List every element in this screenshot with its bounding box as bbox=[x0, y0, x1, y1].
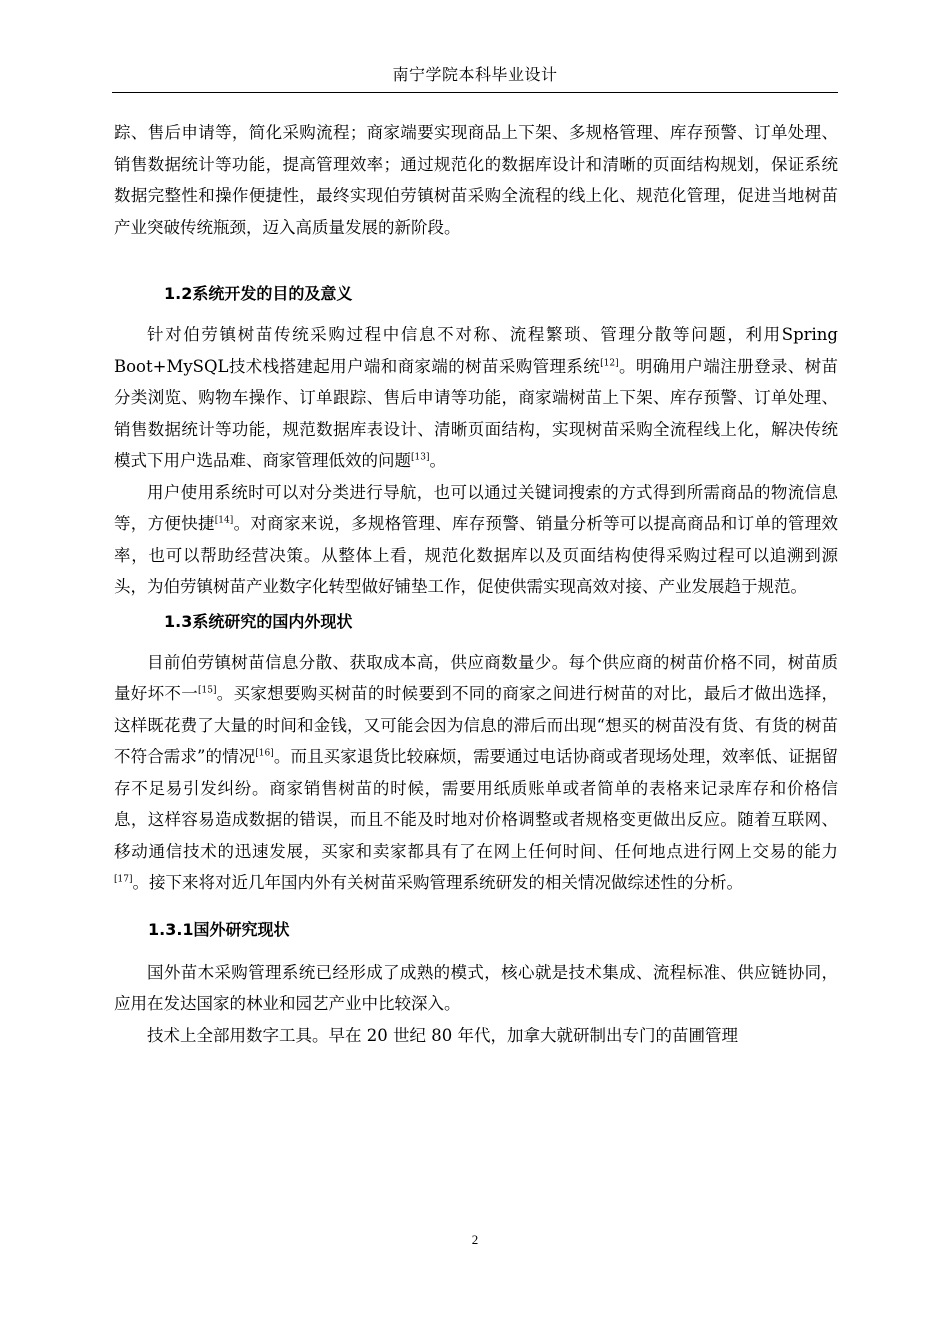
section-heading-1-3: 1.3系统研究的国内外现状 bbox=[164, 611, 353, 631]
text-run: 。明确用户端注册登录、树苗分类浏览、购物车操作、订单跟踪、售后申请等功能，商家端树苗上下架、库存预警、订单处理、销售数据统计等功能，规范数据库表设计、清晰页面结构，实现树苗采购全流程线上化，解决传统模式下用户选品难、商家管理低效的问题 bbox=[114, 356, 839, 470]
text-run: 用户使用系统时可以对分类进行导航，也可以通过关键词搜索的方式得到所需商品的物流信息等，方便快捷 bbox=[114, 482, 838, 533]
citation-16: [16] bbox=[255, 748, 274, 759]
header-title: 南宁学院本科毕业设计 bbox=[392, 65, 558, 84]
text-run: 。 bbox=[429, 451, 446, 470]
citation-12: [12] bbox=[600, 358, 619, 368]
text-run: 目前伯劳镇树苗信息分散、获取成本高，供应商数量少。每个供应商的树苗价格不同，树苗质量好坏不一 bbox=[114, 652, 838, 703]
paragraph-continued: 踪、售后申请等，简化采购流程；商家端要实现商品上下架、多规格管理、库存预警、订单处理、销售数据统计等功能，提高管理效率；通过规范化的数据库设计和清晰的页面结构规划，保证系统数据完整性和操作便捷性，最终实现伯劳镇树苗采购全流程的线上化、规范化管理，促进当地树苗产业突破传统瓶颈，迈入高质量发展的新阶段。 bbox=[114, 123, 838, 237]
running-header bbox=[112, 58, 838, 93]
text-run: 。买家想要购买树苗的时候要到不同的商家之间进行树苗的对比，最后才做出选择，这样既花费了大量的时间和金钱，又可能会因为信息的滞后而出现“想买的树苗没有货、有货的树苗不符合需求”的情况 bbox=[114, 684, 839, 766]
text-run: 。接下来将对近几年国内外有关树苗采购管理系统研发的相关情况做综述性的分析。 bbox=[132, 873, 743, 892]
paragraph-technology: 技术上全部用数字工具。早在 20 世纪 80 年代，加拿大就研制出专门的苗圃管理 bbox=[147, 1025, 738, 1045]
paragraph-significance bbox=[114, 477, 838, 603]
page-body bbox=[114, 117, 838, 1051]
citation-13: [13] bbox=[411, 452, 430, 463]
paragraph-status bbox=[114, 647, 838, 899]
page-number: 2 bbox=[471, 1232, 479, 1247]
text-run: 针对伯劳镇树苗传统采购过程中信息不对称、流程繁琐、管理分散等问题，利用Spring Boot+MySQL技术栈搭建起用户端和商家端的树苗采购管理系统 bbox=[114, 325, 838, 376]
section-heading-1-2: 1.2系统开发的目的及意义 bbox=[164, 284, 353, 303]
text-run: 。而且买家退货比较麻烦，需要通过电话协商或者现场处理，效率低、证据留存不足易引发纠纷。商家销售树苗的时候，需要用纸质账单或者简单的表格来记录库存和价格信息，这样容易造成数据的错误，而且不能及时地对价格调整或者规格变更做出反应。随着互联网、移动通信技术的迅速发展，买家和卖家都具有了在网上任何时间、任何地点进行网上交易的能力 bbox=[114, 747, 839, 861]
paragraph-purpose bbox=[114, 319, 838, 477]
text-run: 。对商家来说，多规格管理、库存预警、销量分析等可以提高商品和订单的管理效率，也可以帮助经营决策。从整体上看，规范化数据库以及页面结构使得采购过程可以追溯到源头，为伯劳镇树苗产业数字化转型做好铺垫工作，促使供需实现高效对接、产业发展趋于规范。 bbox=[114, 514, 839, 596]
citation-17: [17] bbox=[114, 874, 133, 885]
citation-15: [15] bbox=[198, 685, 217, 696]
citation-14: [14] bbox=[214, 515, 234, 526]
paragraph-foreign-status: 国外苗木采购管理系统已经形成了成熟的模式，核心就是技术集成、流程标准、供应链协同，应用在发达国家的林业和园艺产业中比较深入。 bbox=[114, 962, 838, 1013]
subsection-heading-1-3-1: 1.3.1国外研究现状 bbox=[148, 919, 290, 939]
